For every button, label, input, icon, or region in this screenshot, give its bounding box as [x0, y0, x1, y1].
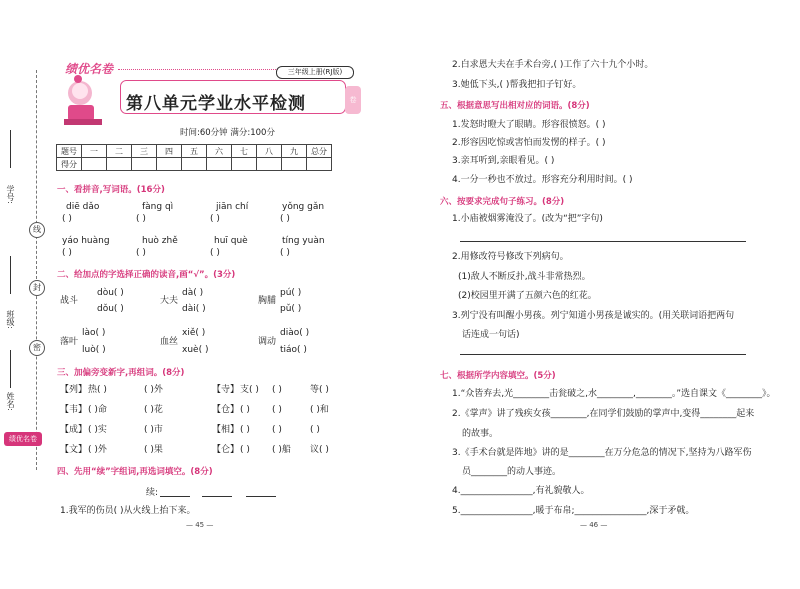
question-5-4: 4.一分一秒也不放过。形容充分利用时间。( )	[452, 175, 633, 185]
word: 胸脯	[258, 296, 277, 306]
question-7-3-cont: 员________的动人事迹。	[462, 467, 562, 477]
radical: 【仑】	[212, 445, 240, 455]
reading-option[interactable]: dǒu( )	[97, 304, 124, 314]
seal-mark-feng: 封	[29, 280, 45, 296]
answer-blank[interactable]: ( )	[62, 214, 72, 224]
answer-blank[interactable]: ( )花	[144, 405, 163, 415]
question-7-5: 5.________________,暖于布帛;________________,深于矛戟。	[452, 506, 695, 516]
table-cell: 八	[257, 145, 282, 158]
answer-blank[interactable]: ( )	[272, 385, 282, 395]
radical-row	[60, 405, 360, 425]
radical-grid	[60, 385, 360, 465]
score-cell[interactable]	[307, 158, 332, 171]
seal-mark-mi: 密	[29, 340, 45, 356]
page-number: — 46 —	[580, 521, 608, 529]
binding-line	[36, 70, 37, 470]
question-5-1: 1.发怒时瞪大了眼睛。形容很愤怒。( )	[452, 120, 606, 130]
class-label: 班级:	[6, 310, 15, 329]
table-cell: 二	[107, 145, 132, 158]
answer-line[interactable]	[160, 496, 190, 497]
answer-blank[interactable]: ( )	[210, 248, 220, 258]
answer-blank[interactable]: ( )实	[88, 425, 107, 435]
radical: 【韦】	[60, 405, 88, 415]
reading-option[interactable]: luò( )	[82, 345, 106, 355]
word: 落叶	[60, 337, 79, 347]
reading-option[interactable]: xiě( )	[182, 328, 206, 338]
answer-blank[interactable]: 议( )	[310, 445, 329, 455]
question-7-4: 4.________________,有礼貌敬人。	[452, 486, 590, 496]
answer-blank[interactable]: ( )	[210, 214, 220, 224]
score-cell[interactable]	[232, 158, 257, 171]
reading-option[interactable]: lào( )	[82, 328, 106, 338]
answer-blank[interactable]: ( )	[240, 445, 250, 455]
score-table-score-row	[57, 158, 332, 171]
question-7-3: 3.《手术台就是阵地》讲的是________在万分危急的情况下,坚持为八路军伤	[452, 448, 752, 458]
answer-line[interactable]	[460, 241, 746, 242]
answer-blank[interactable]: ( )	[272, 425, 282, 435]
radical: 【列】	[60, 385, 88, 395]
question-7-1: 1.“众皆弃去,光________击瓮破之,水________,________。”选自课文《________》。	[452, 389, 776, 399]
answer-line[interactable]	[246, 496, 276, 497]
section-7-heading: 七、根据所学内容填空。(5分)	[440, 371, 556, 381]
table-cell: 五	[182, 145, 207, 158]
table-cell: 得分	[57, 158, 82, 171]
radical: 【成】	[60, 425, 88, 435]
table-cell: 九	[282, 145, 307, 158]
answer-blank[interactable]: ( )	[280, 214, 290, 224]
score-cell[interactable]	[182, 158, 207, 171]
reading-option[interactable]: xuè( )	[182, 345, 209, 355]
seal-mark-xian: 线	[29, 222, 45, 238]
question-6-2: 2.用修改符号修改下列病句。	[452, 252, 569, 262]
score-table	[56, 144, 332, 171]
score-cell[interactable]	[82, 158, 107, 171]
grade-label: 三年级上册(RJ版)	[276, 66, 354, 79]
answer-line[interactable]	[460, 354, 746, 355]
question-4-3: 3.她低下头,( )帮我把扣子钉好。	[452, 80, 582, 90]
table-cell: 四	[157, 145, 182, 158]
pinyin: diē dǎo	[66, 202, 100, 212]
answer-blank[interactable]: ( )	[62, 248, 72, 258]
question-6-2-a: (1)敌人不断反扑,战斗非常热烈。	[458, 272, 591, 282]
score-cell[interactable]	[132, 158, 157, 171]
answer-blank[interactable]: ( )市	[144, 425, 163, 435]
question-6-1: 1.小庙被烟雾淹没了。(改为“把”字句)	[452, 214, 603, 224]
table-cell: 三	[132, 145, 157, 158]
question-6-3-cont: 话连成一句话)	[462, 330, 520, 340]
answer-blank[interactable]: ( )船	[272, 445, 291, 455]
table-cell: 题号	[57, 145, 82, 158]
name-label: 姓名:	[6, 392, 15, 411]
page-title: 第八单元学业水平检测	[126, 94, 306, 113]
word: 血丝	[160, 337, 179, 347]
question-7-2: 2.《掌声》讲了残疾女孩________,在同学们鼓励的掌声中,变得________起来	[452, 409, 755, 419]
section-6-heading: 六、按要求完成句子练习。(8分)	[440, 197, 565, 207]
reading-option[interactable]: dài( )	[182, 304, 206, 314]
word: 调动	[258, 337, 277, 347]
score-cell[interactable]	[257, 158, 282, 171]
radical: 【寺】	[212, 385, 240, 395]
radical-row	[60, 425, 360, 445]
table-cell: 一	[82, 145, 107, 158]
header-dots	[118, 69, 278, 70]
pinyin: jiān chí	[216, 202, 249, 212]
reading-option[interactable]: pǔ( )	[280, 304, 302, 314]
exam-meta: 时间:60分钟 满分:100分	[180, 128, 275, 138]
answer-blank[interactable]: ( )	[136, 248, 146, 258]
reading-option[interactable]: dòu( )	[97, 288, 124, 298]
section-2-heading: 二、给加点的字选择正确的读音,画“√”。(3分)	[57, 270, 236, 280]
pinyin: fàng qì	[142, 202, 174, 212]
answer-blank[interactable]: ( )外	[144, 385, 163, 395]
section-1-heading: 一、看拼音,写词语。(16分)	[57, 185, 165, 195]
pinyin: tíng yuàn	[282, 236, 325, 246]
reading-option[interactable]: dà( )	[182, 288, 204, 298]
question-4-1: 1.我军的伤员( )从火线上抬下来。	[60, 506, 196, 516]
answer-blank[interactable]: ( )果	[144, 445, 163, 455]
header-logo-text: 绩优名卷	[65, 62, 114, 76]
reading-option[interactable]: pú( )	[280, 288, 302, 298]
reading-option[interactable]: diào( )	[280, 328, 310, 338]
answer-blank[interactable]: ( )命	[88, 405, 107, 415]
side-badge: 卷	[345, 86, 361, 114]
question-6-2-b: (2)校园里开满了五颜六色的红花。	[458, 291, 597, 301]
radical: 【文】	[60, 445, 88, 455]
table-cell: 七	[232, 145, 257, 158]
section-5-heading: 五、根据意思写出相对应的词语。(8分)	[440, 101, 590, 111]
answer-blank[interactable]: ( )和	[310, 405, 329, 415]
question-4-2: 2.白求恩大夫在手术台旁,( )工作了六十九个小时。	[452, 60, 654, 70]
xu-label: 续:	[146, 488, 159, 498]
answer-blank[interactable]: ( )	[240, 425, 250, 435]
question-7-2-cont: 的故事。	[462, 429, 499, 439]
radical-row	[60, 445, 360, 465]
answer-blank[interactable]: ( )	[240, 405, 250, 415]
question-5-2: 2.形容因吃惊或害怕而发愣的样子。( )	[452, 138, 606, 148]
radical: 【仓】	[212, 405, 240, 415]
sidebar-logo: 绩优名卷	[4, 432, 42, 446]
question-6-3: 3.列宁没有叫醒小男孩。列宁知道小男孩是诚实的。(用关联词语把两句	[452, 311, 735, 321]
score-cell[interactable]	[207, 158, 232, 171]
student-id-label: 学号:	[6, 185, 15, 204]
score-cell[interactable]	[157, 158, 182, 171]
word: 战斗	[60, 296, 79, 306]
name-line	[10, 350, 11, 388]
answer-line[interactable]	[202, 496, 232, 497]
word: 大夫	[160, 296, 179, 306]
class-line	[10, 256, 11, 294]
pinyin: huò zhě	[142, 236, 178, 246]
score-cell[interactable]	[107, 158, 132, 171]
student-id-line	[10, 130, 11, 168]
pinyin: yǒng gǎn	[282, 202, 325, 212]
answer-blank[interactable]: ( )外	[88, 445, 107, 455]
table-cell: 总分	[307, 145, 332, 158]
pinyin: yáo huàng	[62, 236, 110, 246]
question-5-3: 3.亲耳听到,亲眼看见。( )	[452, 156, 555, 166]
radical-row	[60, 385, 360, 405]
pinyin: huī què	[214, 236, 248, 246]
section-4-heading: 四、先用“续”字组词,再选词填空。(8分)	[57, 467, 213, 477]
answer-blank[interactable]: ( )	[280, 248, 290, 258]
score-table-header-row	[57, 145, 332, 158]
page-number: — 45 —	[186, 521, 214, 529]
answer-blank[interactable]: ( )	[272, 405, 282, 415]
answer-blank[interactable]: ( )	[136, 214, 146, 224]
answer-blank[interactable]: 等( )	[310, 385, 329, 395]
score-cell[interactable]	[282, 158, 307, 171]
reading-option[interactable]: tiáo( )	[280, 345, 307, 355]
answer-blank[interactable]: ( )	[310, 425, 320, 435]
table-cell: 六	[207, 145, 232, 158]
answer-blank[interactable]: 支( )	[240, 385, 259, 395]
answer-blank[interactable]: 热( )	[88, 385, 107, 395]
radical: 【相】	[212, 425, 240, 435]
section-3-heading: 三、加偏旁变新字,再组词。(8分)	[57, 368, 185, 378]
